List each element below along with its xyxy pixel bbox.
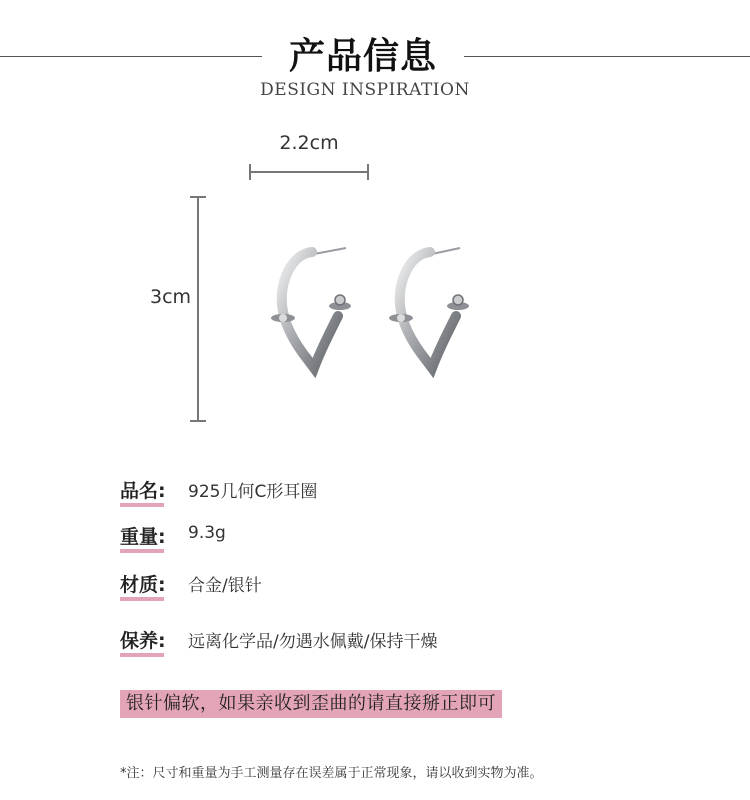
width-dimension-tick-left: [249, 164, 251, 180]
c-hoop-earring-left-icon: [262, 240, 362, 385]
measurement-footnote: *注：尺寸和重量为手工测量存在误差属于正常现象，请以收到实物为准。: [120, 766, 543, 781]
width-dimension-line: [250, 171, 368, 173]
title-divider-right: [464, 56, 750, 57]
width-dimension-tick-right: [367, 164, 369, 180]
page-subtitle: DESIGN INSPIRATION: [260, 80, 470, 100]
spec-label: 品名:: [120, 480, 166, 502]
spec-label-underline: [120, 653, 164, 657]
spec-label: 保养:: [120, 630, 166, 652]
pin-notice-banner: 银针偏软，如果亲收到歪曲的请直接掰正即可: [120, 690, 502, 718]
page-title: 产品信息: [288, 36, 437, 77]
height-dimension-line: [197, 196, 199, 422]
spec-label-underline: [120, 549, 164, 553]
spec-value: 合金/银针: [188, 576, 262, 596]
spec-label: 材质:: [120, 574, 166, 596]
title-divider-left: [0, 56, 262, 57]
spec-label-underline: [120, 503, 164, 507]
width-dimension-label: 2.2cm: [279, 132, 339, 154]
c-hoop-earring-right-icon: [380, 240, 480, 385]
spec-value: 925几何C形耳圈: [188, 482, 318, 502]
spec-label: 重量:: [120, 526, 166, 548]
spec-label-underline: [120, 597, 164, 601]
height-dimension-tick-top: [190, 196, 206, 198]
spec-value: 9.3g: [188, 523, 226, 543]
spec-value: 远离化学品/勿遇水佩戴/保持干燥: [188, 632, 438, 652]
height-dimension-tick-bottom: [190, 420, 206, 422]
height-dimension-label: 3cm: [150, 286, 192, 308]
